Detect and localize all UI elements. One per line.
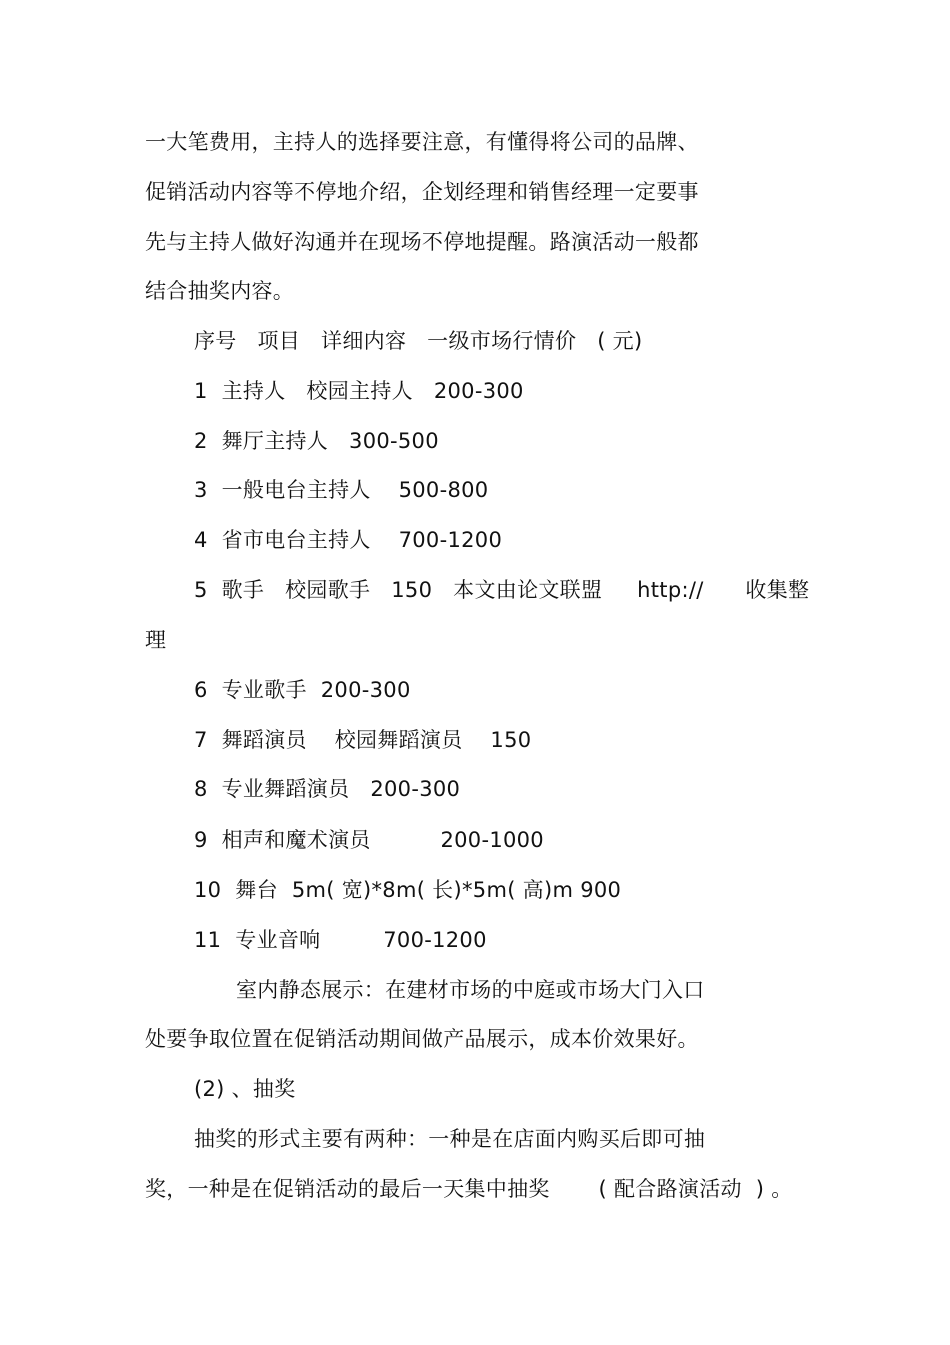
paragraph-line: 促销活动内容等不停地介绍，企划经理和销售经理一定要事 (145, 180, 699, 204)
list-item-continuation: 理 (145, 628, 167, 652)
list-item: 7 舞蹈演员 校园舞蹈演员 150 (194, 728, 532, 752)
list-item: 4 省市电台主持人 700-1200 (194, 528, 503, 552)
list-item: 9 相声和魔术演员 200-1000 (194, 828, 544, 852)
list-item: 11 专业音响 700-1200 (194, 928, 487, 952)
list-item: 1 主持人 校园主持人 200-300 (194, 379, 524, 403)
paragraph-line: 室内静态展示：在建材市场的中庭或市场大门入口 (236, 978, 705, 1002)
paragraph-line: 处要争取位置在促销活动期间做产品展示，成本价效果好。 (145, 1027, 699, 1051)
paragraph-line: 奖，一种是在促销活动的最后一天集中抽奖 ( 配合路演活动 ) 。 (145, 1177, 793, 1201)
list-item: 5 歌手 校园歌手 150 本文由论文联盟 http:// 收集整 (194, 578, 810, 602)
list-item: 8 专业舞蹈演员 200-300 (194, 777, 461, 801)
table-header-line: 序号 项目 详细内容 一级市场行情价 ( 元) (194, 329, 643, 353)
paragraph-line: 抽奖的形式主要有两种：一种是在店面内购买后即可抽 (194, 1127, 706, 1151)
list-item: 2 舞厅主持人 300-500 (194, 429, 439, 453)
section-heading: (2) 、抽奖 (194, 1077, 296, 1101)
list-item: 10 舞台 5m( 宽)*8m( 长)*5m( 高)m 900 (194, 878, 622, 902)
paragraph-line: 先与主持人做好沟通并在现场不停地提醒。路演活动一般都 (145, 230, 699, 254)
paragraph-line: 结合抽奖内容。 (145, 279, 295, 303)
list-item: 6 专业歌手 200-300 (194, 678, 411, 702)
list-item: 3 一般电台主持人 500-800 (194, 478, 489, 502)
paragraph-line: 一大笔费用，主持人的选择要注意，有懂得将公司的品牌、 (145, 130, 699, 154)
